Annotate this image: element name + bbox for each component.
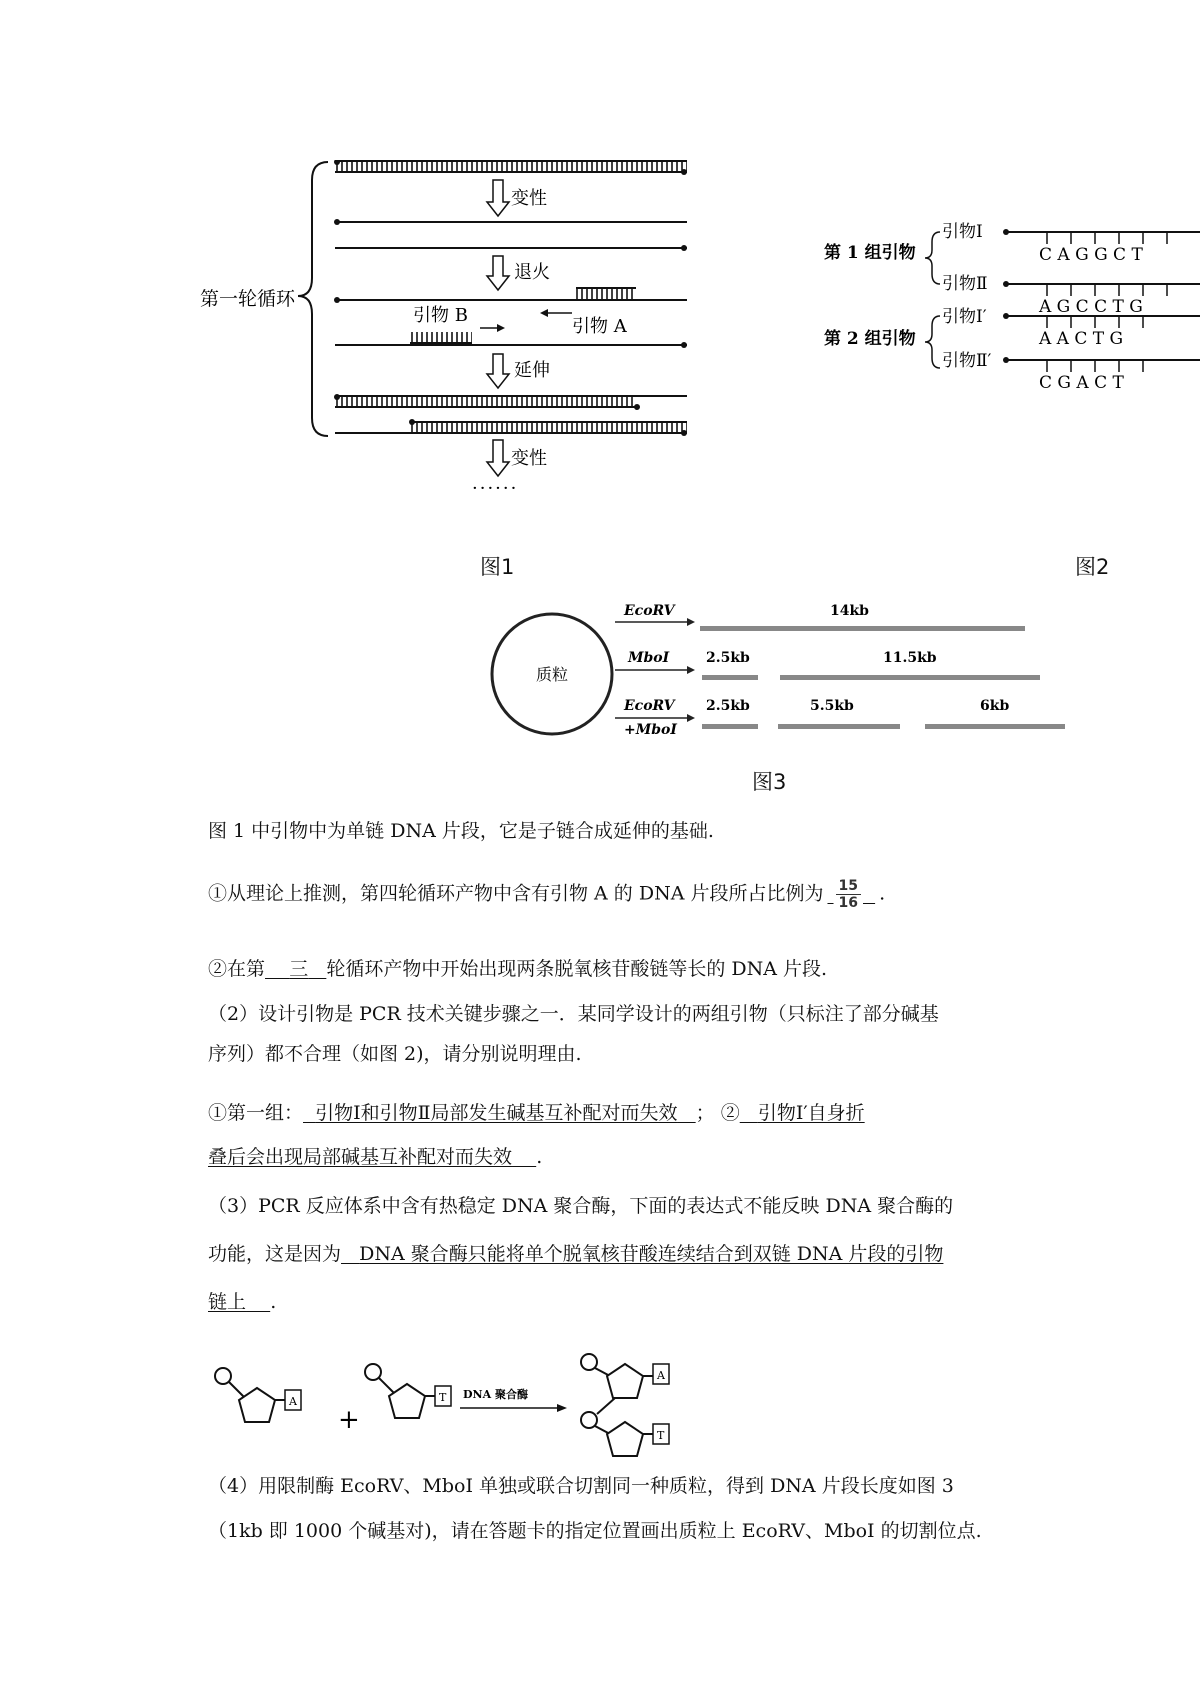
paragraph-part-2-line1: （2）设计引物是 PCR 技术关键步骤之一．某同学设计的两组引物（只标注了部分碱基 <box>208 1003 939 1025</box>
step-denature-2: 变性 <box>511 448 547 469</box>
band-2-5kb-a <box>702 675 758 680</box>
band-11-5kb-label: 11.5kb <box>883 650 937 666</box>
answer-group-2-part1: 引物Ⅰ′自身折 <box>757 1102 865 1124</box>
band-5-5kb <box>778 724 900 729</box>
plus-sign: + <box>338 1405 360 1435</box>
band-11-5kb <box>780 675 1040 680</box>
nucleotide-t <box>365 1364 451 1418</box>
primer-b-block <box>410 332 472 343</box>
answer-fraction: $\frac{15}{16}$ <box>823 883 879 905</box>
primer-2p-seq: C G A C T <box>1039 373 1124 393</box>
primer-b-label: 引物 B <box>413 305 468 326</box>
nucleotide-a <box>215 1368 301 1422</box>
group-2-label: 第 2 组引物 <box>824 329 916 349</box>
dinucleotide-product <box>581 1354 669 1456</box>
figure-3-caption: 图3 <box>752 770 787 794</box>
cycle-label: 第一轮循环 <box>200 288 296 310</box>
primer-2-label: 引物Ⅱ <box>942 274 988 294</box>
paragraph-primer-intro: 图 1 中引物中为单链 DNA 片段，它是子链合成延伸的基础. <box>208 820 714 842</box>
step-anneal: 退火 <box>514 262 550 283</box>
figure-3-digest <box>480 590 1080 770</box>
question-1-ratio: ①从理论上推测，第四轮循环产物中含有引物 A 的 DNA 片段所占比例为 $\frac{15}{16}$ . <box>208 878 886 911</box>
band-6kb <box>925 724 1065 729</box>
primer-1p-seq: A A C T G <box>1039 329 1124 349</box>
answer-part-3-line1: 功能，这是因为 DNA 聚合酶只能将单个脱氧核苷酸连续结合到双链 DNA 片段的引物 <box>208 1243 944 1265</box>
answer-cycle: 三 <box>289 958 309 980</box>
band-2-5kb-a-label: 2.5kb <box>706 650 750 666</box>
paragraph-part-3-line1: （3）PCR 反应体系中含有热稳定 DNA 聚合酶，下面的表达式不能反映 DNA 聚合酶的 <box>208 1195 954 1217</box>
band-14kb-label: 14kb <box>830 603 869 619</box>
svg-text:T: T <box>439 1391 447 1404</box>
cycle-brace <box>298 162 328 436</box>
primer-1-label: 引物Ⅰ <box>942 222 983 242</box>
svg-text:A: A <box>289 1395 297 1408</box>
enzyme-ecorv-label: EcoRV <box>624 603 675 619</box>
polymerase-label: DNA 聚合酶 <box>463 1388 528 1401</box>
paragraph-part-4-line1: （4）用限制酶 EcoRV、MboI 单独或联合切割同一种质粒，得到 DNA 片段长度如图 3 <box>208 1475 954 1497</box>
primer-a-label: 引物 A <box>572 316 627 337</box>
enzyme-mboi-label: MboⅠ <box>628 650 670 666</box>
plasmid-label: 质粒 <box>536 665 569 684</box>
primer-2p-label: 引物Ⅱ′ <box>942 351 992 371</box>
enzyme-combined-label-2: +MboⅠ <box>624 722 677 738</box>
svg-text:T: T <box>657 1429 665 1442</box>
arrow-denature-2 <box>487 440 509 476</box>
band-14kb <box>700 626 1025 631</box>
band-2-5kb-b <box>702 724 758 729</box>
primer-1-seq: C A G G C T <box>1039 245 1143 265</box>
arrow-anneal <box>487 256 509 290</box>
primer-2-seq: A G C C T G <box>1039 297 1143 317</box>
polymerase-reaction-diagram <box>205 1328 725 1463</box>
answer-part-2-line1: ①第一组： 引物Ⅰ和引物Ⅱ局部发生碱基互补配对而失效 ； ② 引物Ⅰ′自身折 <box>208 1102 865 1124</box>
figure-1-pcr-cycle <box>200 160 760 540</box>
answer-part-3-line2: 链上 . <box>208 1291 277 1313</box>
answer-group-1: 引物Ⅰ和引物Ⅱ局部发生碱基互补配对而失效 <box>315 1102 678 1124</box>
figure-2-primers <box>820 220 1200 420</box>
step-extend: 延伸 <box>514 360 550 381</box>
svg-text:A: A <box>657 1369 665 1382</box>
primer-1p-label: 引物Ⅰ′ <box>942 307 987 327</box>
band-6kb-label: 6kb <box>980 698 1010 714</box>
primer-a-block <box>576 288 636 299</box>
band-2-5kb-b-label: 2.5kb <box>706 698 750 714</box>
paragraph-part-4-line2: （1kb 即 1000 个碱基对)，请在答题卡的指定位置画出质粒上 EcoRV、MboI 的切割位点. <box>208 1520 982 1542</box>
figure-2-caption: 图2 <box>1075 555 1110 579</box>
answer-part-2-line2: 叠后会出现局部碱基互补配对而失效 . <box>208 1146 543 1168</box>
figure-1-caption: 图1 <box>480 555 515 579</box>
paragraph-part-2-line2: 序列）都不合理（如图 2)，请分别说明理由. <box>208 1043 582 1065</box>
answer-polymerase-1: DNA 聚合酶只能将单个脱氧核苷酸连续结合到双链 DNA 片段的引物 <box>359 1243 944 1265</box>
question-2-cycle: ②在第 三 轮循环产物中开始出现两条脱氧核苷酸链等长的 DNA 片段. <box>208 958 828 980</box>
answer-polymerase-2: 链上 <box>208 1291 247 1313</box>
enzyme-combined-label-1: EcoRV <box>624 698 675 714</box>
band-5-5kb-label: 5.5kb <box>810 698 854 714</box>
group-1-label: 第 1 组引物 <box>824 243 916 263</box>
answer-group-2-part2: 叠后会出现局部碱基互补配对而失效 <box>208 1146 513 1168</box>
step-denature-1: 变性 <box>511 188 547 209</box>
arrow-denature-1 <box>487 180 509 216</box>
arrow-extend <box>487 354 509 388</box>
continuation-dots: ······ <box>472 478 519 499</box>
